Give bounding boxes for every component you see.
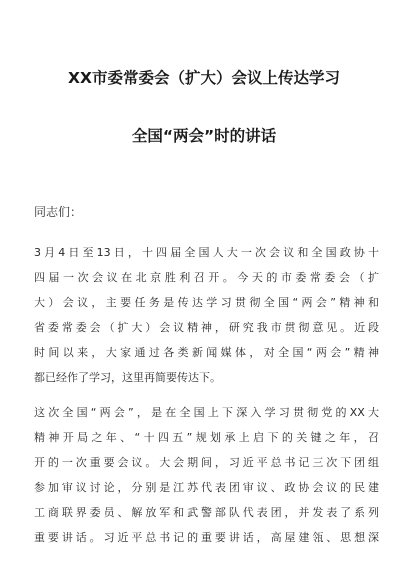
paragraph-line: 参加审议讨论，分别是江苏代表团审议、政协会议的民建 [34, 481, 379, 494]
paragraph-line: 省委常委会（扩大）会议精神，研究我市贯彻意见。近段 [34, 321, 379, 334]
paragraph-line: 这次全国“两会”，是在全国上下深入学习贯彻党的XX大 [34, 406, 379, 419]
paragraph-line: 工商联界委员、解放军和武警部队代表团，并发表了系列 [34, 506, 379, 519]
paragraph-line: 精神开局之年、“十四五”规划承上启下的关键之年，召 [34, 431, 379, 444]
document-title-line-2: 全国“两会”时的讲话 [131, 127, 277, 145]
paragraph-line: 四届一次会议在北京胜利召开。今天的市委常委会（扩 [34, 271, 379, 284]
paragraph-line: 3月4日至13日，十四届全国人大一次会议和全国政协十 [34, 246, 379, 259]
paragraph-line: 时间以来，大家通过各类新闻媒体，对全国“两会”精神 [34, 346, 379, 359]
salutation: 同志们： [34, 205, 83, 219]
paragraph-line: 大）会议，主要任务是传达学习贯彻全国“两会”精神和 [34, 296, 379, 309]
paragraph-line: 都已经作了学习，这里再简要传达下。 [34, 371, 221, 384]
paragraph-2 [34, 400, 379, 550]
paragraph-1 [34, 240, 379, 390]
paragraph-line: 重要讲话。习近平总书记的重要讲话，高屋建瓴、思想深 [34, 531, 379, 544]
document-title-line-1: XX市委常委会（扩大）会议上传达学习 [68, 69, 340, 87]
paragraph-line: 开的一次重要会议。大会期间，习近平总书记三次下团组 [34, 456, 379, 469]
